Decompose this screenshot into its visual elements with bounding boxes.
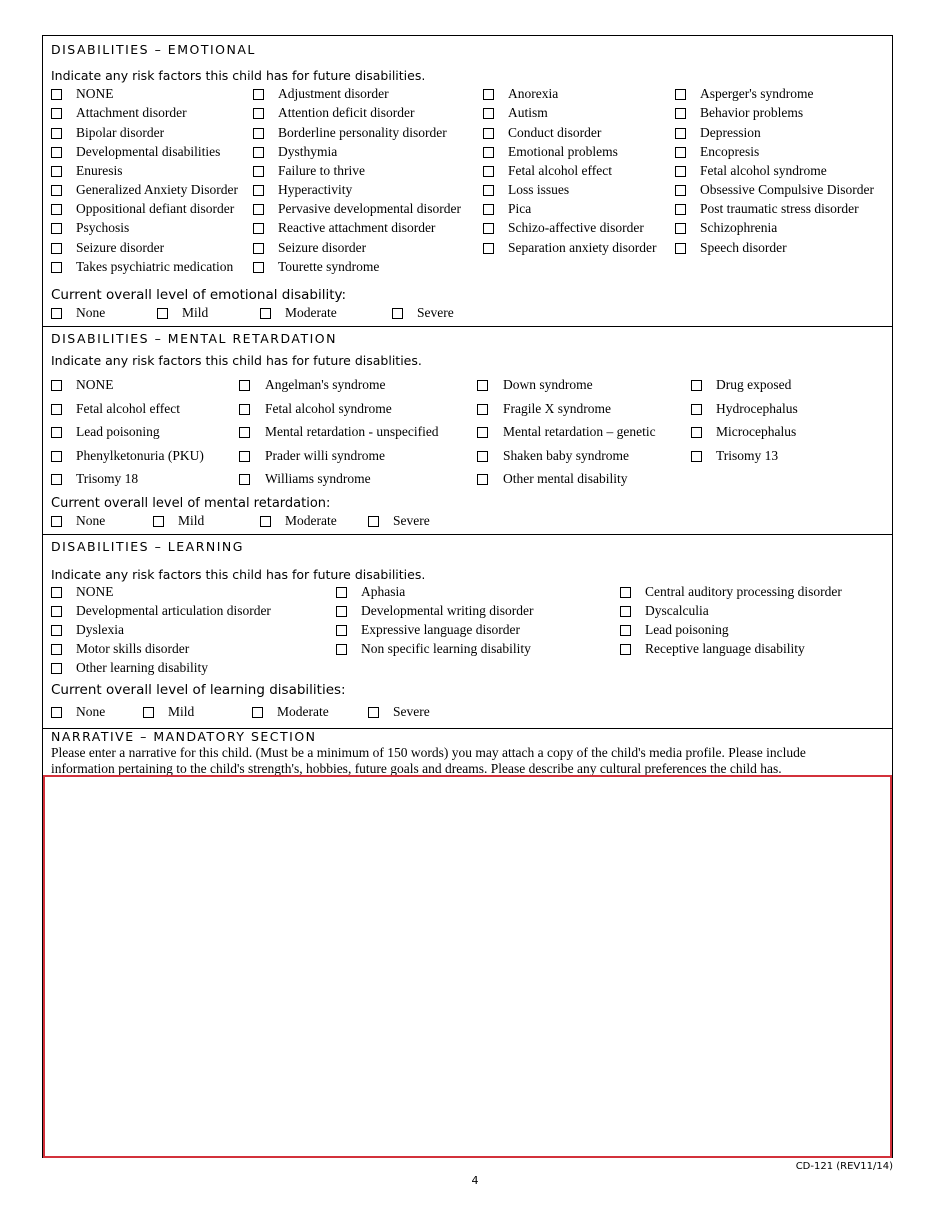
emotional-label-borderline-personality-disorder: Borderline personality disorder (278, 125, 447, 140)
mental-retardation-checkbox-trisomy-18[interactable] (51, 474, 62, 485)
mental-retardation-checkbox-hydrocephalus[interactable] (691, 404, 702, 415)
emotional-checkbox-anorexia[interactable] (483, 89, 494, 100)
emotional-checkbox-obsessive-compulsive-disorder[interactable] (675, 185, 686, 196)
emotional-level-checkbox-moderate[interactable] (260, 308, 271, 319)
learning-checkbox-developmental-articulation-disorder[interactable] (51, 606, 62, 617)
emotional-checkbox-attention-deficit-disorder[interactable] (253, 108, 264, 119)
learning-checkbox-motor-skills-disorder[interactable] (51, 644, 62, 655)
emotional-checkbox-emotional-problems[interactable] (483, 147, 494, 158)
learning-checkbox-dyslexia[interactable] (51, 625, 62, 636)
mental-retardation-section-header: DISABILITIES – MENTAL RETARDATION (51, 331, 337, 346)
learning-checkbox-aphasia[interactable] (336, 587, 347, 598)
learning-level-checkbox-none[interactable] (51, 707, 62, 718)
emotional-label-generalized-anxiety-disorder: Generalized Anxiety Disorder (76, 182, 238, 197)
mental-retardation-checkbox-microcephalus[interactable] (691, 427, 702, 438)
emotional-checkbox-encopresis[interactable] (675, 147, 686, 158)
emotional-label-post-traumatic-stress-disorder: Post traumatic stress disorder (700, 201, 859, 216)
emotional-checkbox-schizo-affective-disorder[interactable] (483, 223, 494, 234)
emotional-label-hyperactivity: Hyperactivity (278, 182, 353, 197)
emotional-checkbox-adjustment-disorder[interactable] (253, 89, 264, 100)
emotional-label-separation-anxiety-disorder: Separation anxiety disorder (508, 240, 657, 255)
mental-retardation-checkbox-phenylketonuria-pku[interactable] (51, 451, 62, 462)
learning-label-dyscalculia: Dyscalculia (645, 603, 709, 618)
emotional-label-enuresis: Enuresis (76, 163, 123, 178)
learning-label-dyslexia: Dyslexia (76, 622, 124, 637)
learning-checkbox-developmental-writing-disorder[interactable] (336, 606, 347, 617)
emotional-checkbox-none[interactable] (51, 89, 62, 100)
learning-label-developmental-writing-disorder: Developmental writing disorder (361, 603, 534, 618)
section-divider (42, 534, 893, 535)
emotional-checkbox-psychosis[interactable] (51, 223, 62, 234)
emotional-label-anorexia: Anorexia (508, 86, 559, 101)
emotional-label-psychosis: Psychosis (76, 220, 130, 235)
emotional-checkbox-behavior-problems[interactable] (675, 108, 686, 119)
learning-checkbox-lead-poisoning[interactable] (620, 625, 631, 636)
mental-retardation-level-checkbox-severe[interactable] (368, 516, 379, 527)
emotional-checkbox-conduct-disorder[interactable] (483, 128, 494, 139)
mental-retardation-checkbox-other-mental-disability[interactable] (477, 474, 488, 485)
mental-retardation-label-prader-willi-syndrome: Prader willi syndrome (265, 448, 385, 463)
emotional-label-fetal-alcohol-effect: Fetal alcohol effect (508, 163, 612, 178)
learning-label-motor-skills-disorder: Motor skills disorder (76, 641, 190, 656)
emotional-checkbox-asperger-s-syndrome[interactable] (675, 89, 686, 100)
learning-label-non-specific-learning-disability: Non specific learning disability (361, 641, 531, 656)
learning-label-none: NONE (76, 584, 114, 599)
emotional-checkbox-tourette-syndrome[interactable] (253, 262, 264, 273)
learning-label-developmental-articulation-disorder: Developmental articulation disorder (76, 603, 271, 618)
learning-instruction: Indicate any risk factors this child has for future disabilities. (51, 567, 426, 582)
mental-retardation-checkbox-angelman-s-syndrome[interactable] (239, 380, 250, 391)
emotional-checkbox-schizophrenia[interactable] (675, 223, 686, 234)
emotional-checkbox-borderline-personality-disorder[interactable] (253, 128, 264, 139)
emotional-checkbox-hyperactivity[interactable] (253, 185, 264, 196)
emotional-checkbox-oppositional-defiant-disorder[interactable] (51, 204, 62, 215)
emotional-label-oppositional-defiant-disorder: Oppositional defiant disorder (76, 201, 235, 216)
mental-retardation-label-shaken-baby-syndrome: Shaken baby syndrome (503, 448, 629, 463)
emotional-level-checkbox-severe[interactable] (392, 308, 403, 319)
mental-retardation-label-fetal-alcohol-effect: Fetal alcohol effect (76, 401, 180, 416)
emotional-label-attention-deficit-disorder: Attention deficit disorder (278, 105, 415, 120)
mental-retardation-label-williams-syndrome: Williams syndrome (265, 471, 371, 486)
learning-checkbox-none[interactable] (51, 587, 62, 598)
emotional-label-dysthymia: Dysthymia (278, 144, 338, 159)
mental-retardation-label-hydrocephalus: Hydrocephalus (716, 401, 798, 416)
mental-retardation-checkbox-none[interactable] (51, 380, 62, 391)
emotional-label-conduct-disorder: Conduct disorder (508, 125, 602, 140)
emotional-label-speech-disorder: Speech disorder (700, 240, 787, 255)
emotional-level-label-moderate: Moderate (285, 305, 337, 320)
mental-retardation-label-down-syndrome: Down syndrome (503, 377, 593, 392)
mental-retardation-checkbox-prader-willi-syndrome[interactable] (239, 451, 250, 462)
mental-retardation-label-mental-retardation-unspecified: Mental retardation - unspecified (265, 424, 439, 439)
emotional-label-schizo-affective-disorder: Schizo-affective disorder (508, 220, 644, 235)
emotional-label-takes-psychiatric-medication: Takes psychiatric medication (76, 259, 234, 274)
emotional-label-tourette-syndrome: Tourette syndrome (278, 259, 380, 274)
learning-label-central-auditory-processing-disorder: Central auditory processing disorder (645, 584, 842, 599)
emotional-level-label-severe: Severe (417, 305, 454, 320)
emotional-level-checkbox-mild[interactable] (157, 308, 168, 319)
emotional-label-asperger-s-syndrome: Asperger's syndrome (700, 86, 814, 101)
mental-retardation-level-label-severe: Severe (393, 513, 430, 528)
emotional-checkbox-speech-disorder[interactable] (675, 243, 686, 254)
emotional-label-behavior-problems: Behavior problems (700, 105, 804, 120)
mental-retardation-checkbox-shaken-baby-syndrome[interactable] (477, 451, 488, 462)
page-number: 4 (471, 1174, 479, 1187)
mental-retardation-checkbox-fetal-alcohol-syndrome[interactable] (239, 404, 250, 415)
emotional-level-label: Current overall level of emotional disability: (51, 287, 347, 303)
learning-checkbox-non-specific-learning-disability[interactable] (336, 644, 347, 655)
emotional-label-loss-issues: Loss issues (508, 182, 570, 197)
mental-retardation-level-checkbox-moderate[interactable] (260, 516, 271, 527)
narrative-instructions: Please enter a narrative for this child. (Must be a minimum of 150 words) you may attach a copy of the child's media profile. Please include information pertaining to the child's strength's, hobbies, future goals and dreams. Please describe any cultural preferences the child has. (51, 745, 806, 776)
mental-retardation-level-label-mild: Mild (178, 513, 205, 528)
learning-level-label-moderate: Moderate (277, 704, 329, 719)
mental-retardation-checkbox-down-syndrome[interactable] (477, 380, 488, 391)
emotional-checkbox-post-traumatic-stress-disorder[interactable] (675, 204, 686, 215)
learning-checkbox-receptive-language-disability[interactable] (620, 644, 631, 655)
mental-retardation-checkbox-mental-retardation-genetic[interactable] (477, 427, 488, 438)
mental-retardation-level-checkbox-none[interactable] (51, 516, 62, 527)
mental-retardation-label-microcephalus: Microcephalus (716, 424, 797, 439)
emotional-checkbox-fetal-alcohol-syndrome[interactable] (675, 166, 686, 177)
mental-retardation-checkbox-drug-exposed[interactable] (691, 380, 702, 391)
learning-level-checkbox-moderate[interactable] (252, 707, 263, 718)
section-divider (42, 326, 893, 327)
mental-retardation-checkbox-trisomy-13[interactable] (691, 451, 702, 462)
emotional-label-schizophrenia: Schizophrenia (700, 220, 778, 235)
learning-level-checkbox-mild[interactable] (143, 707, 154, 718)
emotional-label-pica: Pica (508, 201, 532, 216)
learning-level-label-mild: Mild (168, 704, 195, 719)
emotional-checkbox-enuresis[interactable] (51, 166, 62, 177)
emotional-level-label-none: None (76, 305, 106, 320)
emotional-checkbox-pica[interactable] (483, 204, 494, 215)
mental-retardation-label-fetal-alcohol-syndrome: Fetal alcohol syndrome (265, 401, 392, 416)
emotional-label-emotional-problems: Emotional problems (508, 144, 618, 159)
emotional-level-checkbox-none[interactable] (51, 308, 62, 319)
narrative-section-header: NARRATIVE – MANDATORY SECTION (51, 729, 317, 744)
mental-retardation-label-lead-poisoning: Lead poisoning (76, 424, 160, 439)
mental-retardation-label-none: NONE (76, 377, 114, 392)
mental-retardation-label-angelman-s-syndrome: Angelman's syndrome (265, 377, 386, 392)
mental-retardation-level-label: Current overall level of mental retardation: (51, 496, 331, 511)
emotional-section-header: DISABILITIES – EMOTIONAL (51, 42, 256, 57)
learning-label-receptive-language-disability: Receptive language disability (645, 641, 805, 656)
emotional-label-autism: Autism (508, 105, 548, 120)
emotional-label-bipolar-disorder: Bipolar disorder (76, 125, 165, 140)
emotional-checkbox-takes-psychiatric-medication[interactable] (51, 262, 62, 273)
learning-label-expressive-language-disorder: Expressive language disorder (361, 622, 520, 637)
emotional-checkbox-reactive-attachment-disorder[interactable] (253, 223, 264, 234)
mental-retardation-label-trisomy-13: Trisomy 13 (716, 448, 779, 463)
mental-retardation-label-fragile-x-syndrome: Fragile X syndrome (503, 401, 611, 416)
emotional-checkbox-failure-to-thrive[interactable] (253, 166, 264, 177)
emotional-checkbox-attachment-disorder[interactable] (51, 108, 62, 119)
emotional-checkbox-seizure-disorder[interactable] (253, 243, 264, 254)
mental-retardation-label-drug-exposed: Drug exposed (716, 377, 792, 392)
emotional-checkbox-depression[interactable] (675, 128, 686, 139)
learning-label-lead-poisoning: Lead poisoning (645, 622, 729, 637)
emotional-checkbox-fetal-alcohol-effect[interactable] (483, 166, 494, 177)
learning-level-checkbox-severe[interactable] (368, 707, 379, 718)
learning-checkbox-expressive-language-disorder[interactable] (336, 625, 347, 636)
mental-retardation-level-checkbox-mild[interactable] (153, 516, 164, 527)
mental-retardation-level-label-none: None (76, 513, 106, 528)
learning-checkbox-dyscalculia[interactable] (620, 606, 631, 617)
emotional-label-fetal-alcohol-syndrome: Fetal alcohol syndrome (700, 163, 827, 178)
emotional-checkbox-autism[interactable] (483, 108, 494, 119)
emotional-checkbox-bipolar-disorder[interactable] (51, 128, 62, 139)
mental-retardation-checkbox-williams-syndrome[interactable] (239, 474, 250, 485)
learning-level-label: Current overall level of learning disabilities: (51, 682, 346, 698)
emotional-checkbox-dysthymia[interactable] (253, 147, 264, 158)
mental-retardation-label-trisomy-18: Trisomy 18 (76, 471, 139, 486)
emotional-label-reactive-attachment-disorder: Reactive attachment disorder (278, 220, 436, 235)
learning-level-label-severe: Severe (393, 704, 430, 719)
learning-checkbox-other-learning-disability[interactable] (51, 663, 62, 674)
mental-retardation-label-phenylketonuria-pku: Phenylketonuria (PKU) (76, 448, 204, 463)
mental-retardation-checkbox-fetal-alcohol-effect[interactable] (51, 404, 62, 415)
emotional-label-failure-to-thrive: Failure to thrive (278, 163, 365, 178)
learning-label-aphasia: Aphasia (361, 584, 406, 599)
mental-retardation-checkbox-fragile-x-syndrome[interactable] (477, 404, 488, 415)
form-code: CD-121 (REV11/14) (795, 1161, 893, 1172)
emotional-label-obsessive-compulsive-disorder: Obsessive Compulsive Disorder (700, 182, 874, 197)
emotional-checkbox-loss-issues[interactable] (483, 185, 494, 196)
mental-retardation-checkbox-lead-poisoning[interactable] (51, 427, 62, 438)
emotional-checkbox-pervasive-developmental-disorder[interactable] (253, 204, 264, 215)
mental-retardation-label-mental-retardation-genetic: Mental retardation – genetic (503, 424, 656, 439)
narrative-text-area[interactable] (43, 775, 892, 1158)
emotional-checkbox-developmental-disabilities[interactable] (51, 147, 62, 158)
learning-label-other-learning-disability: Other learning disability (76, 660, 208, 675)
emotional-label-attachment-disorder: Attachment disorder (76, 105, 187, 120)
mental-retardation-level-label-moderate: Moderate (285, 513, 337, 528)
emotional-label-encopresis: Encopresis (700, 144, 760, 159)
emotional-checkbox-generalized-anxiety-disorder[interactable] (51, 185, 62, 196)
emotional-label-seizure-disorder: Seizure disorder (76, 240, 165, 255)
emotional-label-depression: Depression (700, 125, 761, 140)
mental-retardation-checkbox-mental-retardation-unspecified[interactable] (239, 427, 250, 438)
mental-retardation-instruction: Indicate any risk factors this child has for future disablities. (51, 353, 422, 368)
emotional-instruction: Indicate any risk factors this child has for future disabilities. (51, 68, 426, 83)
emotional-label-seizure-disorder: Seizure disorder (278, 240, 367, 255)
learning-checkbox-central-auditory-processing-disorder[interactable] (620, 587, 631, 598)
emotional-label-none: NONE (76, 86, 114, 101)
learning-section-header: DISABILITIES – LEARNING (51, 539, 244, 554)
emotional-level-label-mild: Mild (182, 305, 209, 320)
emotional-label-adjustment-disorder: Adjustment disorder (278, 86, 389, 101)
emotional-label-developmental-disabilities: Developmental disabilities (76, 144, 221, 159)
emotional-checkbox-separation-anxiety-disorder[interactable] (483, 243, 494, 254)
learning-level-label-none: None (76, 704, 106, 719)
emotional-label-pervasive-developmental-disorder: Pervasive developmental disorder (278, 201, 461, 216)
mental-retardation-label-other-mental-disability: Other mental disability (503, 471, 628, 486)
emotional-checkbox-seizure-disorder[interactable] (51, 243, 62, 254)
